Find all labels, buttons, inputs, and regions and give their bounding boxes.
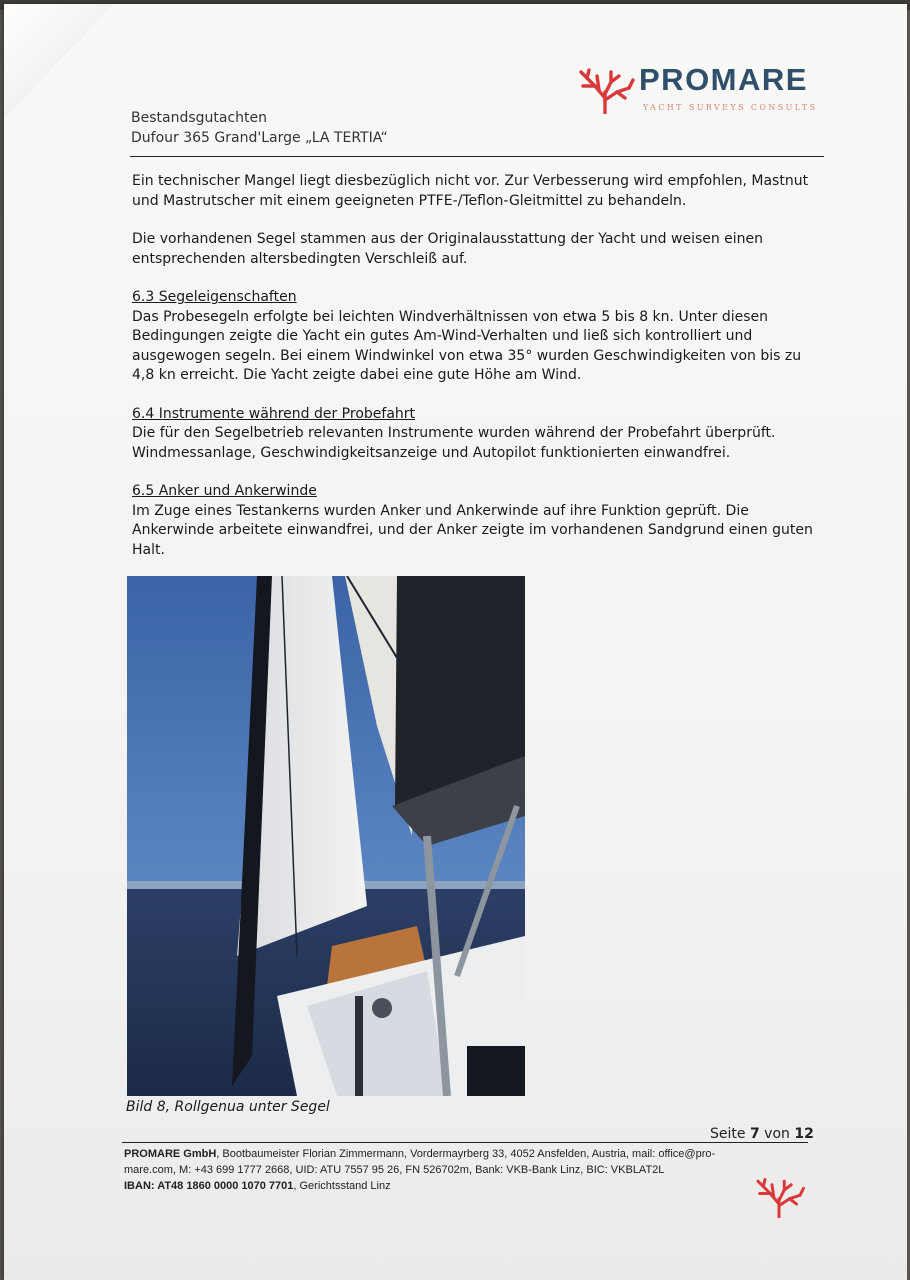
genoa-under-sail-image	[127, 576, 525, 1096]
header-divider	[130, 156, 824, 157]
footer-line-2: mare.com, M: +43 699 1777 2668, UID: ATU 7557 95 26, FN 526702m, Bank: VKB-Bank Linz, BIC: VKBLAT2L	[124, 1164, 665, 1176]
section-text: Im Zuge eines Testankerns wurden Anker und Ankerwinde auf ihre Funktion geprüft. Die Ankerwinde arbeitete einwandfrei, und der Anker zeigte im vorhandenen Sandgrund einen guten Halt.	[132, 502, 813, 558]
coral-footer-icon	[752, 1176, 806, 1218]
footer-line-3	[124, 1178, 804, 1194]
company-footer	[124, 1146, 804, 1194]
vessel-name: Dufour 365 Grand'Large „LA TERTIA“	[131, 130, 388, 146]
page-number	[710, 1126, 814, 1142]
footer-divider	[122, 1142, 808, 1143]
footer-address: , Bootbaumeister Florian Zimmermann, Vordermayrberg 33, 4052 Ansfelden, Austria, mail: office@pro-	[216, 1148, 716, 1160]
footer-line-1	[124, 1146, 804, 1162]
logo-wordmark: PROMARE	[639, 62, 808, 97]
page-label: Seite	[710, 1126, 746, 1142]
section-heading: 6.5 Anker und Ankerwinde	[132, 483, 317, 499]
report-body	[132, 172, 822, 579]
coral-logo-icon	[575, 66, 635, 114]
section-text: Die für den Segelbetrieb relevanten Instrumente wurden während der Probefahrt überprüft. Windmessanlage, Geschwindigkeitsanzeige und Autopilot funktionierten einwandfrei.	[132, 425, 776, 461]
section-text: Das Probesegeln erfolgte bei leichten Windverhältnissen von etwa 5 bis 8 kn. Unter diesen Bedingungen zeigte die Yacht ein gutes Am-Wind-Verhalten und ließ sich kontrolliert und ausgewogen segeln. Bei einem Windwinkel von etwa 35° wurden Geschwindigkeiten von bis zu 4,8 kn erreicht. Die Yacht zeigte dabei eine gute Höhe am Wind.	[132, 308, 802, 383]
document-type: Bestandsgutachten	[131, 110, 268, 126]
document-header	[131, 108, 388, 148]
section-heading: 6.4 Instrumente während der Probefahrt	[132, 405, 416, 422]
section-anchor	[132, 482, 822, 560]
folded-corner	[4, 4, 114, 119]
footer-court: , Gerichtsstand Linz	[293, 1180, 391, 1192]
page-current: 7	[749, 1126, 760, 1142]
section-heading: 6.3 Segeleigenschaften	[132, 289, 297, 305]
footer-iban: IBAN: AT48 1860 0000 1070 7701	[124, 1180, 294, 1192]
footer-company: PROMARE GmbH	[124, 1148, 217, 1160]
paragraph-defect-note: Ein technischer Mangel liegt diesbezüglich nicht vor. Zur Verbesserung wird empfohlen, Mastnut und Mastrutscher mit einem geeigneten PTFE-/Teflon-Gleitmittel zu behandeln.	[132, 173, 809, 209]
section-sailing-characteristics	[132, 288, 822, 386]
page-of: von	[764, 1126, 790, 1142]
figure-caption: Bild 8, Rollgenua unter Segel	[126, 1099, 330, 1115]
section-instruments	[132, 405, 822, 464]
sailing-photo	[127, 576, 525, 1096]
logo-tagline: YACHT SURVEYS CONSULTS	[643, 103, 818, 112]
page-total: 12	[794, 1126, 814, 1142]
paragraph-sails-condition: Die vorhandenen Segel stammen aus der Originalausstattung der Yacht und weisen einen entsprechenden altersbedingten Verschleiß auf.	[132, 231, 764, 267]
promare-logo	[575, 62, 825, 114]
